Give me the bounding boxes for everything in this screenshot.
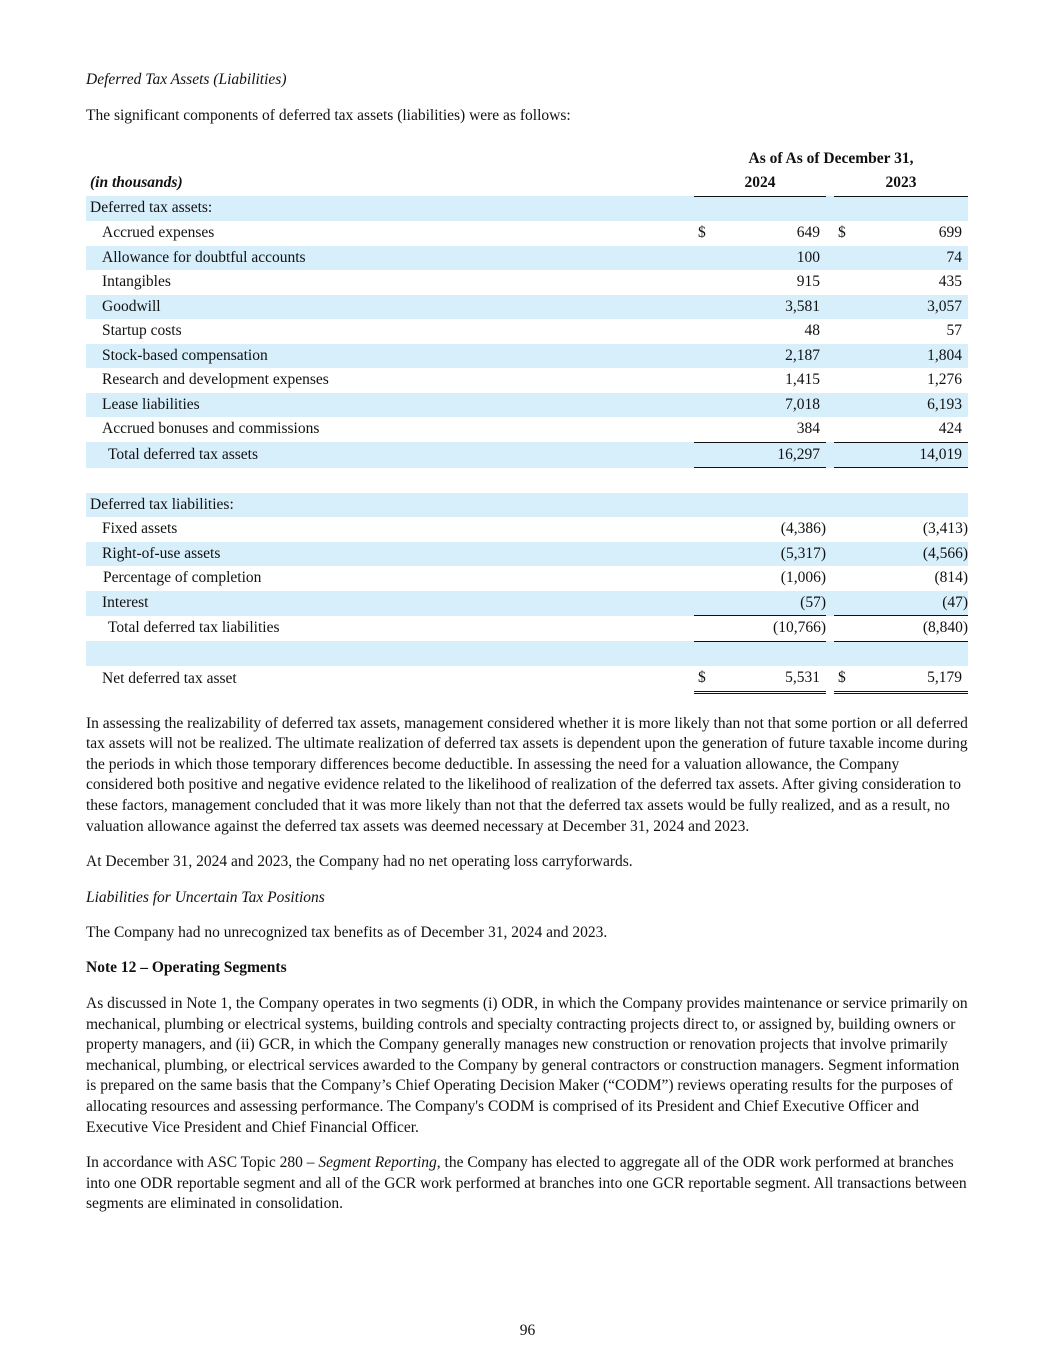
value-2023: 1,804: [856, 344, 968, 369]
value-2024: 3,581: [716, 295, 826, 320]
net-2024: 5,531: [716, 666, 826, 692]
realizability-paragraph: In assessing the realizability of deferred tax assets, management considered whether it is more likely than not that some portion or all deferred tax assets will not be realized. The ultimate realization of deferred tax assets is dependent upon the generation of future taxable income during the periods in which those temporary differences become deductible. In assessing the need for a valuation allowance, the Company considered both positive and negative evidence related to the likelihood of realization of the deferred tax assets. After giving consideration to these factors, management concluded that it was more likely than not that the deferred tax assets would be fully realized, and as a result, no valuation allowance against the deferred tax assets was deemed necessary at December 31, 2024 and 2023.: [86, 714, 968, 835]
total-liabilities-2023: (8,840): [856, 616, 968, 642]
table-row: [86, 591, 968, 616]
table-row: [86, 270, 968, 295]
net-row: [86, 666, 968, 692]
row-label: Accrued bonuses and commissions: [102, 420, 320, 438]
value-2023: (47): [856, 591, 968, 616]
table-row: [86, 417, 968, 442]
net-label: Net deferred tax asset: [102, 669, 237, 687]
dollar-sign: $: [838, 224, 846, 242]
total-assets-2023: 14,019: [856, 442, 968, 468]
deferred-tax-table: [86, 147, 968, 694]
row-label: Research and development expenses: [102, 371, 329, 389]
value-2024: 48: [804, 322, 820, 340]
asc-text-pre: In accordance with ASC Topic 280 –: [86, 1154, 319, 1172]
section-title: Deferred Tax Assets (Liabilities): [86, 71, 287, 88]
col-header-2023: 2023: [834, 171, 968, 196]
page-number: 96: [519, 1322, 536, 1339]
row-label: Fixed assets: [102, 520, 178, 538]
value-2023: 424: [856, 417, 968, 442]
value-2023: (3,413): [922, 520, 969, 538]
value-2023: (4,566): [856, 542, 968, 567]
table-column-header-row: [86, 171, 968, 196]
col-header-2024: 2024: [694, 171, 826, 196]
units-label: (in thousands): [90, 174, 183, 192]
table-row: [86, 246, 968, 271]
table-row: [86, 344, 968, 369]
dollar-sign: $: [698, 224, 706, 242]
table-row: [86, 566, 968, 591]
value-2024: (57): [716, 591, 826, 616]
table-row: [86, 319, 968, 344]
table-row: [86, 295, 968, 320]
table-row: [86, 542, 968, 567]
asc-text-post: , the Company has elected to aggregate all of the ODR work performed at branches into one ODR reportable segment and all of the GCR work performed at branches into one GCR reportable segment. All transactions between segments are eliminated in consolidation.: [86, 1154, 967, 1213]
row-label: Goodwill: [86, 295, 694, 320]
row-label: Stock-based compensation: [86, 344, 694, 369]
table-row: [86, 393, 968, 418]
value-2024: (1,006): [780, 569, 826, 587]
value-2024: (4,386): [780, 520, 826, 538]
total-liabilities-2024: (10,766): [716, 616, 826, 642]
row-label: Lease liabilities: [86, 393, 694, 418]
value-2023: 57: [946, 322, 963, 340]
total-liabilities-label: Total deferred tax liabilities: [108, 619, 280, 637]
value-2024: 100: [716, 246, 826, 271]
total-liabilities-row: [86, 616, 968, 642]
table-group-header-row: [86, 147, 968, 172]
value-2024: 1,415: [785, 371, 820, 389]
value-2024: 384: [716, 417, 826, 442]
group-header: As of As of December 31,: [748, 149, 914, 167]
uncertain-tax-title: Liabilities for Uncertain Tax Positions: [86, 888, 325, 906]
value-2023: 435: [938, 273, 963, 291]
spacer-row: [86, 468, 968, 493]
net-2023: 5,179: [856, 666, 968, 692]
value-2023: 6,193: [856, 393, 968, 418]
value-2024: (5,317): [716, 542, 826, 567]
value-2023: 1,276: [927, 371, 963, 389]
liabilities-header: Deferred tax liabilities:: [86, 493, 694, 518]
dollar-sign: $: [694, 666, 716, 692]
spacer-row: [86, 641, 968, 666]
row-label: Accrued expenses: [102, 224, 215, 242]
row-label: Right-of-use assets: [86, 542, 694, 567]
table-row: [86, 517, 968, 542]
unrecognized-paragraph: The Company had no unrecognized tax benefits as of December 31, 2024 and 2023.: [86, 923, 608, 941]
total-assets-label: Total deferred tax assets: [86, 442, 694, 468]
table-row: [86, 368, 968, 393]
total-assets-row: [86, 442, 968, 468]
table-row: [86, 221, 968, 246]
value-2023: 699: [938, 224, 963, 242]
value-2023: 74: [856, 246, 968, 271]
total-assets-2024: 16,297: [716, 442, 826, 468]
asc-paragraph: [86, 1153, 968, 1215]
value-2023: (814): [934, 569, 969, 587]
nol-paragraph: At December 31, 2024 and 2023, the Company had no net operating loss carryforwards.: [86, 853, 633, 871]
value-2024: 7,018: [716, 393, 826, 418]
document-page: [86, 64, 968, 1215]
value-2024: 2,187: [716, 344, 826, 369]
value-2024: 649: [796, 224, 820, 242]
row-label: Startup costs: [102, 322, 182, 340]
row-label: Allowance for doubtful accounts: [86, 246, 694, 271]
row-label: Intangibles: [102, 273, 171, 291]
segments-paragraph: As discussed in Note 1, the Company operates in two segments (i) ODR, in which the Company provides maintenance or service primarily on mechanical, plumbing or electrical systems, building controls and specialty contracting projects direct to, or assigned by, building owners or property managers, and (ii) GCR, in which the Company generally manages new construction or renovation projects that involve primarily mechanical, plumbing, or electrical services awarded to the Company by general contractors or construction managers. Segment information is prepared on the same basis that the Company’s Chief Operating Decision Maker (“CODM”) reviews operating results for the purposes of allocating resources and assessing performance. The Company's CODM is comprised of its President and Chief Executive Officer and Executive Vice President and Chief Financial Officer.: [86, 994, 968, 1136]
note12-title: Note 12 – Operating Segments: [86, 959, 287, 977]
row-label: Interest: [86, 591, 694, 616]
assets-header: Deferred tax assets:: [86, 196, 694, 221]
liabilities-header-row: [86, 493, 968, 518]
intro-text: The significant components of deferred tax assets (liabilities) were as follows:: [86, 107, 571, 124]
assets-header-row: [86, 196, 968, 221]
row-label: Percentage of completion: [103, 569, 262, 587]
value-2024: 915: [796, 273, 820, 291]
value-2023: 3,057: [856, 295, 968, 320]
dollar-sign: $: [834, 666, 856, 692]
asc-text-italic: Segment Reporting: [318, 1154, 437, 1172]
